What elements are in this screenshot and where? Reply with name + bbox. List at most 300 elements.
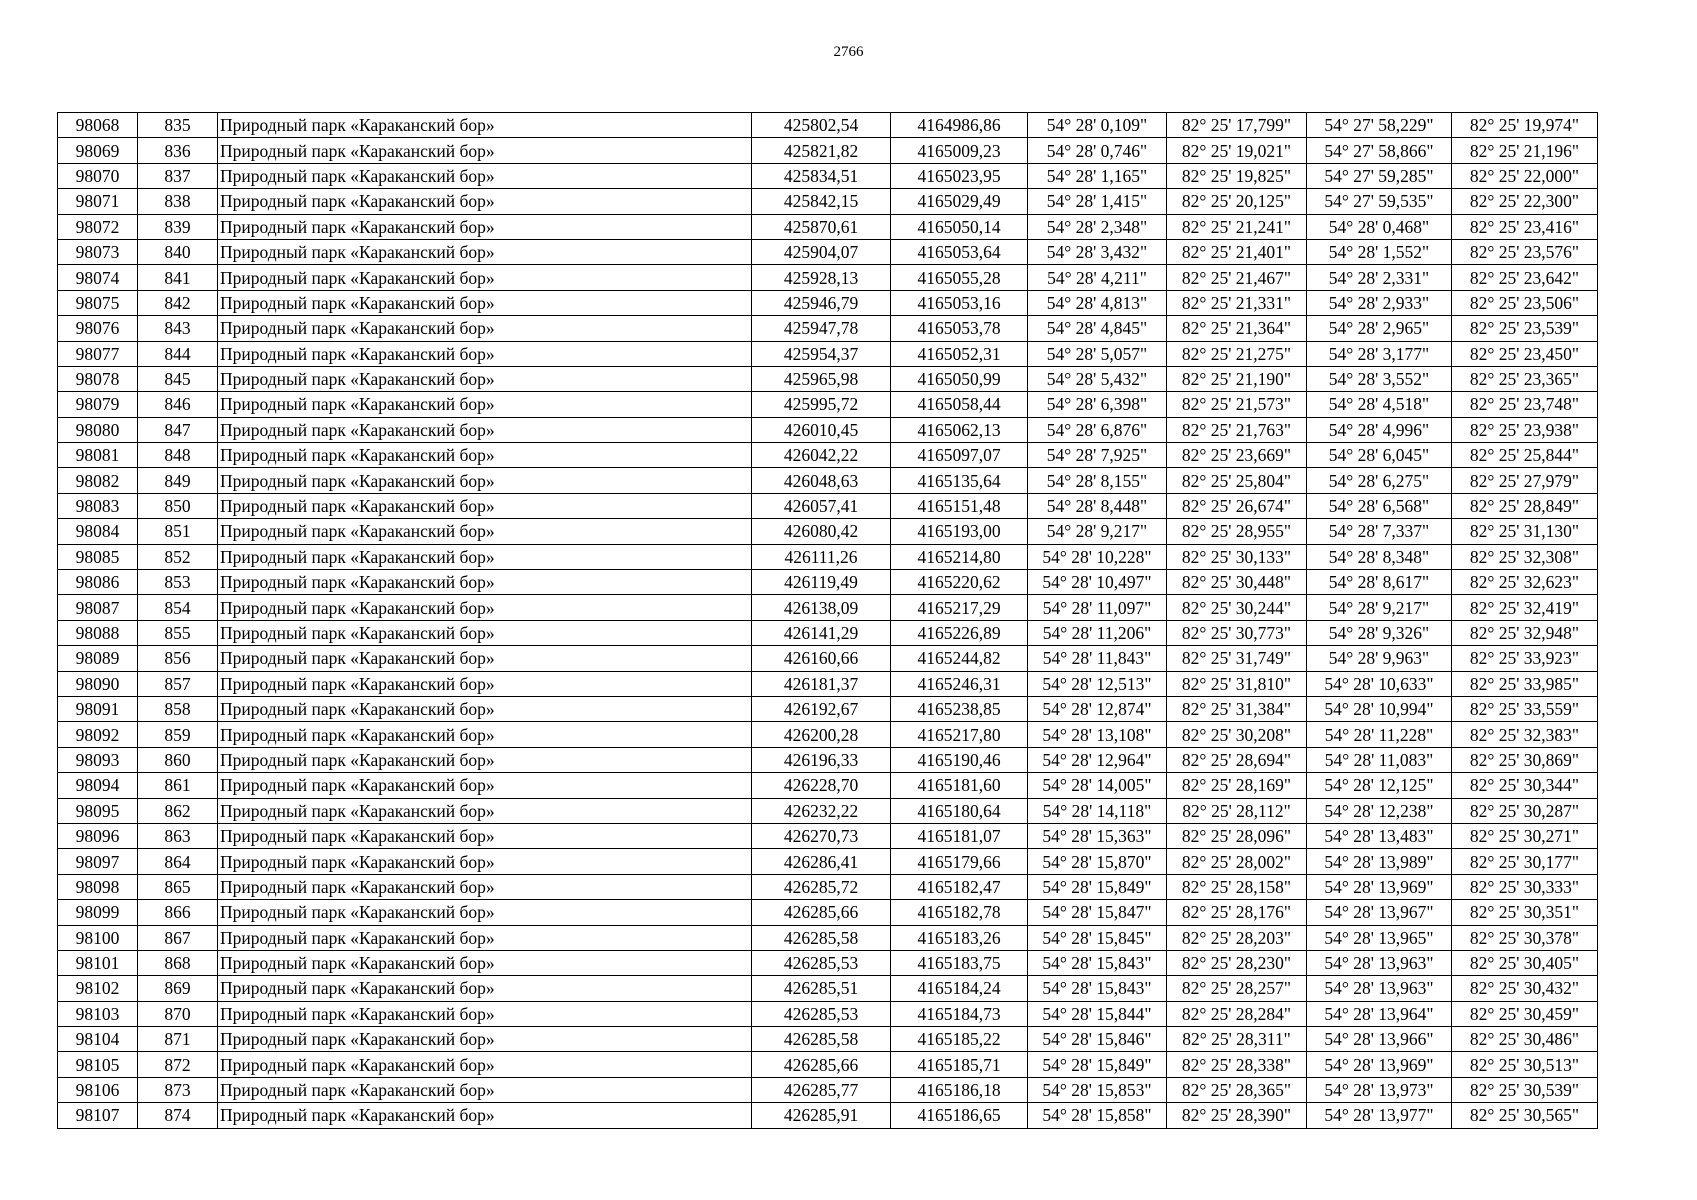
point-number-cell: 843 [138, 316, 218, 341]
longitude-1-cell: 82° 25' 21,401" [1167, 239, 1307, 264]
record-id-cell: 98090 [58, 671, 138, 696]
table-row [58, 595, 1598, 620]
latitude-1-cell: 54° 28' 9,217" [1028, 519, 1167, 544]
record-id-cell: 98107 [58, 1103, 138, 1128]
object-name-cell: Природный парк «Караканский бор» [218, 189, 752, 214]
object-name-cell: Природный парк «Караканский бор» [218, 849, 752, 874]
latitude-1-cell: 54° 28' 11,843" [1028, 646, 1167, 671]
point-number-cell: 846 [138, 392, 218, 417]
table-row [58, 874, 1598, 899]
latitude-1-cell: 54° 28' 15,849" [1028, 1052, 1167, 1077]
longitude-1-cell: 82° 25' 28,169" [1167, 773, 1307, 798]
latitude-2-cell: 54° 28' 13,977" [1307, 1103, 1452, 1128]
x-coordinate-cell: 426228,70 [752, 773, 891, 798]
y-coordinate-cell: 4165053,64 [891, 239, 1028, 264]
point-number-cell: 841 [138, 265, 218, 290]
latitude-1-cell: 54° 28' 1,165" [1028, 163, 1167, 188]
table-row [58, 113, 1598, 138]
longitude-2-cell: 82° 25' 30,565" [1452, 1103, 1598, 1128]
object-name-cell: Природный парк «Караканский бор» [218, 519, 752, 544]
latitude-1-cell: 54° 28' 10,228" [1028, 544, 1167, 569]
x-coordinate-cell: 426192,67 [752, 696, 891, 721]
y-coordinate-cell: 4165181,60 [891, 773, 1028, 798]
point-number-cell: 871 [138, 1027, 218, 1052]
table-row [58, 1103, 1598, 1128]
x-coordinate-cell: 426285,77 [752, 1077, 891, 1102]
point-number-cell: 856 [138, 646, 218, 671]
longitude-2-cell: 82° 25' 23,938" [1452, 417, 1598, 442]
longitude-1-cell: 82° 25' 17,799" [1167, 113, 1307, 138]
longitude-2-cell: 82° 25' 30,177" [1452, 849, 1598, 874]
latitude-2-cell: 54° 28' 12,238" [1307, 798, 1452, 823]
latitude-2-cell: 54° 28' 9,326" [1307, 620, 1452, 645]
y-coordinate-cell: 4165179,66 [891, 849, 1028, 874]
latitude-2-cell: 54° 28' 13,966" [1307, 1027, 1452, 1052]
latitude-2-cell: 54° 28' 6,045" [1307, 443, 1452, 468]
longitude-2-cell: 82° 25' 30,351" [1452, 900, 1598, 925]
table-row [58, 747, 1598, 772]
object-name-cell: Природный парк «Караканский бор» [218, 773, 752, 798]
latitude-1-cell: 54° 28' 2,348" [1028, 214, 1167, 239]
y-coordinate-cell: 4165023,95 [891, 163, 1028, 188]
x-coordinate-cell: 425946,79 [752, 290, 891, 315]
latitude-1-cell: 54° 28' 15,870" [1028, 849, 1167, 874]
latitude-1-cell: 54° 28' 15,843" [1028, 976, 1167, 1001]
point-number-cell: 870 [138, 1001, 218, 1026]
longitude-2-cell: 82° 25' 30,287" [1452, 798, 1598, 823]
latitude-2-cell: 54° 28' 8,617" [1307, 570, 1452, 595]
longitude-1-cell: 82° 25' 28,955" [1167, 519, 1307, 544]
x-coordinate-cell: 426042,22 [752, 443, 891, 468]
record-id-cell: 98100 [58, 925, 138, 950]
point-number-cell: 835 [138, 113, 218, 138]
point-number-cell: 874 [138, 1103, 218, 1128]
longitude-1-cell: 82° 25' 28,284" [1167, 1001, 1307, 1026]
longitude-1-cell: 82° 25' 21,275" [1167, 341, 1307, 366]
x-coordinate-cell: 425821,82 [752, 138, 891, 163]
x-coordinate-cell: 425947,78 [752, 316, 891, 341]
point-number-cell: 859 [138, 722, 218, 747]
y-coordinate-cell: 4165193,00 [891, 519, 1028, 544]
y-coordinate-cell: 4165055,28 [891, 265, 1028, 290]
x-coordinate-cell: 425954,37 [752, 341, 891, 366]
longitude-2-cell: 82° 25' 33,559" [1452, 696, 1598, 721]
x-coordinate-cell: 425802,54 [752, 113, 891, 138]
record-id-cell: 98104 [58, 1027, 138, 1052]
longitude-1-cell: 82° 25' 30,448" [1167, 570, 1307, 595]
object-name-cell: Природный парк «Караканский бор» [218, 1103, 752, 1128]
x-coordinate-cell: 426270,73 [752, 823, 891, 848]
x-coordinate-cell: 426285,58 [752, 1027, 891, 1052]
latitude-1-cell: 54° 28' 12,874" [1028, 696, 1167, 721]
latitude-1-cell: 54° 28' 15,846" [1028, 1027, 1167, 1052]
latitude-1-cell: 54° 28' 15,843" [1028, 950, 1167, 975]
longitude-2-cell: 82° 25' 25,844" [1452, 443, 1598, 468]
longitude-2-cell: 82° 25' 30,271" [1452, 823, 1598, 848]
record-id-cell: 98094 [58, 773, 138, 798]
y-coordinate-cell: 4165246,31 [891, 671, 1028, 696]
table-row [58, 493, 1598, 518]
latitude-2-cell: 54° 28' 13,973" [1307, 1077, 1452, 1102]
longitude-1-cell: 82° 25' 20,125" [1167, 189, 1307, 214]
latitude-2-cell: 54° 28' 2,965" [1307, 316, 1452, 341]
page-number: 2766 [833, 44, 864, 60]
latitude-2-cell: 54° 28' 1,552" [1307, 239, 1452, 264]
longitude-1-cell: 82° 25' 28,338" [1167, 1052, 1307, 1077]
object-name-cell: Природный парк «Караканский бор» [218, 595, 752, 620]
latitude-1-cell: 54° 28' 11,097" [1028, 595, 1167, 620]
table-row [58, 468, 1598, 493]
x-coordinate-cell: 426200,28 [752, 722, 891, 747]
latitude-2-cell: 54° 28' 9,217" [1307, 595, 1452, 620]
record-id-cell: 98095 [58, 798, 138, 823]
latitude-1-cell: 54° 28' 6,398" [1028, 392, 1167, 417]
x-coordinate-cell: 426111,26 [752, 544, 891, 569]
latitude-2-cell: 54° 28' 4,996" [1307, 417, 1452, 442]
latitude-2-cell: 54° 28' 2,933" [1307, 290, 1452, 315]
table-row [58, 620, 1598, 645]
latitude-1-cell: 54° 28' 0,746" [1028, 138, 1167, 163]
x-coordinate-cell: 426160,66 [752, 646, 891, 671]
record-id-cell: 98106 [58, 1077, 138, 1102]
longitude-2-cell: 82° 25' 32,419" [1452, 595, 1598, 620]
longitude-2-cell: 82° 25' 22,000" [1452, 163, 1598, 188]
longitude-1-cell: 82° 25' 30,133" [1167, 544, 1307, 569]
longitude-1-cell: 82° 25' 21,763" [1167, 417, 1307, 442]
latitude-1-cell: 54° 28' 14,005" [1028, 773, 1167, 798]
latitude-2-cell: 54° 27' 58,229" [1307, 113, 1452, 138]
latitude-1-cell: 54° 28' 12,964" [1028, 747, 1167, 772]
table-row [58, 189, 1598, 214]
latitude-1-cell: 54° 28' 0,109" [1028, 113, 1167, 138]
point-number-cell: 849 [138, 468, 218, 493]
object-name-cell: Природный парк «Караканский бор» [218, 493, 752, 518]
point-number-cell: 845 [138, 366, 218, 391]
longitude-2-cell: 82° 25' 33,923" [1452, 646, 1598, 671]
table-row [58, 1027, 1598, 1052]
record-id-cell: 98099 [58, 900, 138, 925]
y-coordinate-cell: 4165062,13 [891, 417, 1028, 442]
point-number-cell: 862 [138, 798, 218, 823]
record-id-cell: 98088 [58, 620, 138, 645]
latitude-2-cell: 54° 28' 13,965" [1307, 925, 1452, 950]
point-number-cell: 867 [138, 925, 218, 950]
point-number-cell: 855 [138, 620, 218, 645]
latitude-2-cell: 54° 27' 59,285" [1307, 163, 1452, 188]
record-id-cell: 98093 [58, 747, 138, 772]
latitude-1-cell: 54° 28' 4,211" [1028, 265, 1167, 290]
latitude-2-cell: 54° 28' 13,483" [1307, 823, 1452, 848]
table-row [58, 341, 1598, 366]
longitude-1-cell: 82° 25' 23,669" [1167, 443, 1307, 468]
object-name-cell: Природный парк «Караканский бор» [218, 366, 752, 391]
longitude-2-cell: 82° 25' 21,196" [1452, 138, 1598, 163]
table-row [58, 163, 1598, 188]
latitude-2-cell: 54° 28' 10,633" [1307, 671, 1452, 696]
x-coordinate-cell: 425842,15 [752, 189, 891, 214]
point-number-cell: 842 [138, 290, 218, 315]
record-id-cell: 98068 [58, 113, 138, 138]
y-coordinate-cell: 4165151,48 [891, 493, 1028, 518]
point-number-cell: 854 [138, 595, 218, 620]
x-coordinate-cell: 426285,66 [752, 1052, 891, 1077]
y-coordinate-cell: 4165182,47 [891, 874, 1028, 899]
y-coordinate-cell: 4165050,14 [891, 214, 1028, 239]
x-coordinate-cell: 426141,29 [752, 620, 891, 645]
table-row [58, 950, 1598, 975]
table-row [58, 138, 1598, 163]
latitude-2-cell: 54° 28' 0,468" [1307, 214, 1452, 239]
longitude-1-cell: 82° 25' 28,158" [1167, 874, 1307, 899]
record-id-cell: 98091 [58, 696, 138, 721]
table-row [58, 214, 1598, 239]
latitude-1-cell: 54° 28' 4,845" [1028, 316, 1167, 341]
record-id-cell: 98073 [58, 239, 138, 264]
table-row [58, 265, 1598, 290]
latitude-2-cell: 54° 27' 59,535" [1307, 189, 1452, 214]
record-id-cell: 98098 [58, 874, 138, 899]
x-coordinate-cell: 426285,51 [752, 976, 891, 1001]
x-coordinate-cell: 425965,98 [752, 366, 891, 391]
longitude-1-cell: 82° 25' 28,257" [1167, 976, 1307, 1001]
object-name-cell: Природный парк «Караканский бор» [218, 443, 752, 468]
latitude-2-cell: 54° 28' 13,969" [1307, 1052, 1452, 1077]
latitude-2-cell: 54° 28' 13,963" [1307, 950, 1452, 975]
record-id-cell: 98086 [58, 570, 138, 595]
longitude-1-cell: 82° 25' 30,773" [1167, 620, 1307, 645]
object-name-cell: Природный парк «Караканский бор» [218, 570, 752, 595]
latitude-1-cell: 54° 28' 3,432" [1028, 239, 1167, 264]
longitude-2-cell: 82° 25' 23,416" [1452, 214, 1598, 239]
latitude-2-cell: 54° 28' 2,331" [1307, 265, 1452, 290]
x-coordinate-cell: 425870,61 [752, 214, 891, 239]
y-coordinate-cell: 4165238,85 [891, 696, 1028, 721]
longitude-2-cell: 82° 25' 30,378" [1452, 925, 1598, 950]
record-id-cell: 98097 [58, 849, 138, 874]
longitude-1-cell: 82° 25' 21,190" [1167, 366, 1307, 391]
y-coordinate-cell: 4165217,29 [891, 595, 1028, 620]
point-number-cell: 857 [138, 671, 218, 696]
record-id-cell: 98070 [58, 163, 138, 188]
latitude-2-cell: 54° 28' 3,552" [1307, 366, 1452, 391]
latitude-1-cell: 54° 28' 1,415" [1028, 189, 1167, 214]
longitude-1-cell: 82° 25' 28,311" [1167, 1027, 1307, 1052]
record-id-cell: 98103 [58, 1001, 138, 1026]
object-name-cell: Природный парк «Караканский бор» [218, 138, 752, 163]
object-name-cell: Природный парк «Караканский бор» [218, 239, 752, 264]
latitude-1-cell: 54° 28' 5,057" [1028, 341, 1167, 366]
y-coordinate-cell: 4165184,73 [891, 1001, 1028, 1026]
y-coordinate-cell: 4165053,16 [891, 290, 1028, 315]
object-name-cell: Природный парк «Караканский бор» [218, 468, 752, 493]
record-id-cell: 98080 [58, 417, 138, 442]
object-name-cell: Природный парк «Караканский бор» [218, 316, 752, 341]
y-coordinate-cell: 4165181,07 [891, 823, 1028, 848]
longitude-2-cell: 82° 25' 30,459" [1452, 1001, 1598, 1026]
record-id-cell: 98079 [58, 392, 138, 417]
table-row [58, 646, 1598, 671]
record-id-cell: 98081 [58, 443, 138, 468]
y-coordinate-cell: 4165183,26 [891, 925, 1028, 950]
point-number-cell: 839 [138, 214, 218, 239]
latitude-1-cell: 54° 28' 15,844" [1028, 1001, 1167, 1026]
x-coordinate-cell: 426010,45 [752, 417, 891, 442]
latitude-1-cell: 54° 28' 15,363" [1028, 823, 1167, 848]
y-coordinate-cell: 4165214,80 [891, 544, 1028, 569]
longitude-1-cell: 82° 25' 28,176" [1167, 900, 1307, 925]
longitude-1-cell: 82° 25' 21,573" [1167, 392, 1307, 417]
longitude-2-cell: 82° 25' 32,948" [1452, 620, 1598, 645]
latitude-2-cell: 54° 28' 13,967" [1307, 900, 1452, 925]
object-name-cell: Природный парк «Караканский бор» [218, 620, 752, 645]
latitude-2-cell: 54° 28' 11,228" [1307, 722, 1452, 747]
longitude-2-cell: 82° 25' 32,623" [1452, 570, 1598, 595]
object-name-cell: Природный парк «Караканский бор» [218, 392, 752, 417]
table-row [58, 1052, 1598, 1077]
latitude-2-cell: 54° 28' 13,963" [1307, 976, 1452, 1001]
longitude-1-cell: 82° 25' 19,825" [1167, 163, 1307, 188]
record-id-cell: 98071 [58, 189, 138, 214]
y-coordinate-cell: 4165217,80 [891, 722, 1028, 747]
table-body [58, 113, 1598, 1129]
record-id-cell: 98101 [58, 950, 138, 975]
latitude-2-cell: 54° 28' 12,125" [1307, 773, 1452, 798]
y-coordinate-cell: 4165190,46 [891, 747, 1028, 772]
longitude-2-cell: 82° 25' 30,432" [1452, 976, 1598, 1001]
latitude-1-cell: 54° 28' 7,925" [1028, 443, 1167, 468]
longitude-2-cell: 82° 25' 22,300" [1452, 189, 1598, 214]
latitude-1-cell: 54° 28' 15,853" [1028, 1077, 1167, 1102]
object-name-cell: Природный парк «Караканский бор» [218, 976, 752, 1001]
longitude-1-cell: 82° 25' 28,096" [1167, 823, 1307, 848]
longitude-2-cell: 82° 25' 32,383" [1452, 722, 1598, 747]
longitude-1-cell: 82° 25' 28,694" [1167, 747, 1307, 772]
point-number-cell: 850 [138, 493, 218, 518]
x-coordinate-cell: 426286,41 [752, 849, 891, 874]
longitude-2-cell: 82° 25' 32,308" [1452, 544, 1598, 569]
longitude-1-cell: 82° 25' 31,749" [1167, 646, 1307, 671]
y-coordinate-cell: 4165009,23 [891, 138, 1028, 163]
longitude-1-cell: 82° 25' 28,390" [1167, 1103, 1307, 1128]
latitude-1-cell: 54° 28' 11,206" [1028, 620, 1167, 645]
longitude-1-cell: 82° 25' 30,244" [1167, 595, 1307, 620]
x-coordinate-cell: 426196,33 [752, 747, 891, 772]
latitude-1-cell: 54° 28' 6,876" [1028, 417, 1167, 442]
longitude-2-cell: 82° 25' 23,365" [1452, 366, 1598, 391]
record-id-cell: 98102 [58, 976, 138, 1001]
latitude-2-cell: 54° 28' 6,275" [1307, 468, 1452, 493]
longitude-2-cell: 82° 25' 23,506" [1452, 290, 1598, 315]
record-id-cell: 98072 [58, 214, 138, 239]
longitude-1-cell: 82° 25' 26,674" [1167, 493, 1307, 518]
latitude-1-cell: 54° 28' 12,513" [1028, 671, 1167, 696]
point-number-cell: 861 [138, 773, 218, 798]
table-row [58, 417, 1598, 442]
latitude-1-cell: 54° 28' 10,497" [1028, 570, 1167, 595]
record-id-cell: 98075 [58, 290, 138, 315]
object-name-cell: Природный парк «Караканский бор» [218, 113, 752, 138]
table-row [58, 443, 1598, 468]
record-id-cell: 98089 [58, 646, 138, 671]
y-coordinate-cell: 4165185,22 [891, 1027, 1028, 1052]
y-coordinate-cell: 4165135,64 [891, 468, 1028, 493]
record-id-cell: 98085 [58, 544, 138, 569]
object-name-cell: Природный парк «Караканский бор» [218, 544, 752, 569]
longitude-2-cell: 82° 25' 19,974" [1452, 113, 1598, 138]
object-name-cell: Природный парк «Караканский бор» [218, 696, 752, 721]
point-number-cell: 872 [138, 1052, 218, 1077]
x-coordinate-cell: 425928,13 [752, 265, 891, 290]
object-name-cell: Природный парк «Караканский бор» [218, 900, 752, 925]
x-coordinate-cell: 426138,09 [752, 595, 891, 620]
latitude-2-cell: 54° 28' 7,337" [1307, 519, 1452, 544]
point-number-cell: 864 [138, 849, 218, 874]
x-coordinate-cell: 426232,22 [752, 798, 891, 823]
object-name-cell: Природный парк «Караканский бор» [218, 747, 752, 772]
object-name-cell: Природный парк «Караканский бор» [218, 874, 752, 899]
x-coordinate-cell: 426285,53 [752, 950, 891, 975]
object-name-cell: Природный парк «Караканский бор» [218, 265, 752, 290]
record-id-cell: 98082 [58, 468, 138, 493]
record-id-cell: 98087 [58, 595, 138, 620]
x-coordinate-cell: 426048,63 [752, 468, 891, 493]
y-coordinate-cell: 4165180,64 [891, 798, 1028, 823]
latitude-1-cell: 54° 28' 15,845" [1028, 925, 1167, 950]
longitude-2-cell: 82° 25' 30,344" [1452, 773, 1598, 798]
longitude-1-cell: 82° 25' 21,467" [1167, 265, 1307, 290]
longitude-2-cell: 82° 25' 30,869" [1452, 747, 1598, 772]
y-coordinate-cell: 4165186,18 [891, 1077, 1028, 1102]
point-number-cell: 868 [138, 950, 218, 975]
object-name-cell: Природный парк «Караканский бор» [218, 214, 752, 239]
point-number-cell: 853 [138, 570, 218, 595]
longitude-1-cell: 82° 25' 28,002" [1167, 849, 1307, 874]
longitude-2-cell: 82° 25' 33,985" [1452, 671, 1598, 696]
longitude-1-cell: 82° 25' 31,810" [1167, 671, 1307, 696]
longitude-2-cell: 82° 25' 23,642" [1452, 265, 1598, 290]
x-coordinate-cell: 426285,66 [752, 900, 891, 925]
table-row [58, 1001, 1598, 1026]
record-id-cell: 98105 [58, 1052, 138, 1077]
longitude-2-cell: 82° 25' 23,576" [1452, 239, 1598, 264]
object-name-cell: Природный парк «Караканский бор» [218, 950, 752, 975]
x-coordinate-cell: 426057,41 [752, 493, 891, 518]
point-number-cell: 836 [138, 138, 218, 163]
record-id-cell: 98084 [58, 519, 138, 544]
table-row [58, 823, 1598, 848]
y-coordinate-cell: 4165220,62 [891, 570, 1028, 595]
object-name-cell: Природный парк «Караканский бор» [218, 1027, 752, 1052]
x-coordinate-cell: 426181,37 [752, 671, 891, 696]
longitude-1-cell: 82° 25' 28,112" [1167, 798, 1307, 823]
latitude-1-cell: 54° 28' 15,847" [1028, 900, 1167, 925]
y-coordinate-cell: 4165226,89 [891, 620, 1028, 645]
point-number-cell: 848 [138, 443, 218, 468]
table-row [58, 671, 1598, 696]
latitude-1-cell: 54° 28' 4,813" [1028, 290, 1167, 315]
y-coordinate-cell: 4164986,86 [891, 113, 1028, 138]
longitude-2-cell: 82° 25' 30,539" [1452, 1077, 1598, 1102]
latitude-2-cell: 54° 28' 13,989" [1307, 849, 1452, 874]
latitude-2-cell: 54° 28' 13,969" [1307, 874, 1452, 899]
object-name-cell: Природный парк «Караканский бор» [218, 417, 752, 442]
x-coordinate-cell: 426119,49 [752, 570, 891, 595]
y-coordinate-cell: 4165244,82 [891, 646, 1028, 671]
record-id-cell: 98076 [58, 316, 138, 341]
object-name-cell: Природный парк «Караканский бор» [218, 671, 752, 696]
y-coordinate-cell: 4165186,65 [891, 1103, 1028, 1128]
latitude-1-cell: 54° 28' 5,432" [1028, 366, 1167, 391]
